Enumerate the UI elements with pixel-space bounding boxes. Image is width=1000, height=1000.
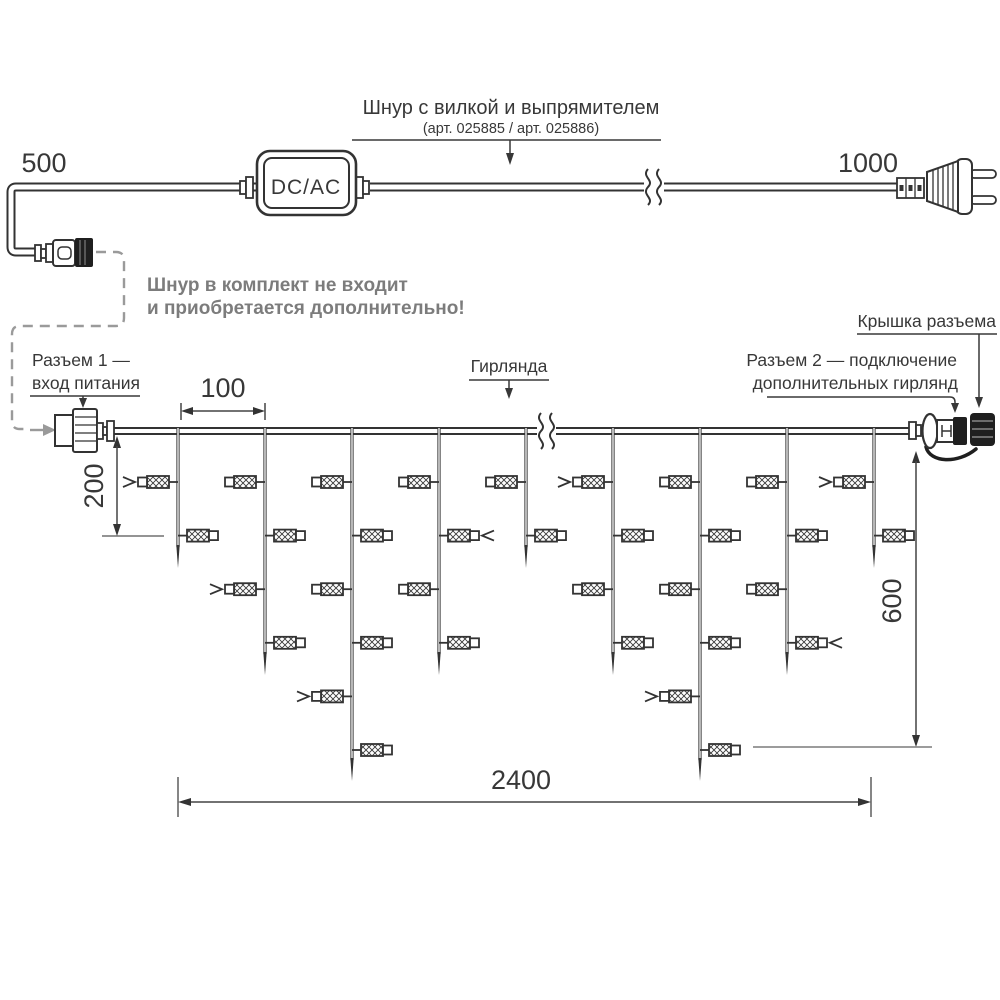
lamp-icon xyxy=(448,637,470,649)
drop-tip xyxy=(263,652,266,675)
lamp-icon xyxy=(535,530,557,542)
callout-arrow xyxy=(79,398,87,408)
garland-drop xyxy=(486,428,566,568)
lamp-cap xyxy=(138,478,147,487)
lamp-cap xyxy=(383,638,392,647)
lamp-icon xyxy=(796,530,818,542)
lamp-cap xyxy=(296,638,305,647)
lamp-cap xyxy=(660,692,669,701)
lamp-icon xyxy=(408,476,430,488)
cord-callout xyxy=(352,97,661,165)
garland-wire xyxy=(112,413,910,449)
cord-1000-segment xyxy=(370,169,899,205)
lamp-icon xyxy=(234,583,256,595)
power-plug-icon xyxy=(897,159,996,214)
lamp-cap xyxy=(731,746,740,755)
drop-tip xyxy=(785,652,788,675)
garland-drop xyxy=(660,428,740,781)
dim-100-label: 100 xyxy=(200,373,246,403)
garland-drop xyxy=(834,428,914,568)
lamp-cap xyxy=(312,585,321,594)
lamp-direction-arrow xyxy=(210,584,222,594)
lamp-icon xyxy=(883,530,905,542)
connector1-label-line2: вход питания xyxy=(32,373,140,393)
converter-label: DC/AC xyxy=(270,176,342,199)
lamp-cap xyxy=(905,531,914,540)
callout-arrow xyxy=(505,388,513,399)
note-line1: Шнур в комплект не входит xyxy=(147,275,408,296)
connector1-icon xyxy=(55,409,114,452)
cord-500-segment xyxy=(11,187,257,252)
garland-drop xyxy=(399,428,479,675)
drop-tip xyxy=(524,545,527,568)
connector2-socket xyxy=(953,417,967,445)
plug-prong xyxy=(970,170,996,178)
lamp-icon xyxy=(622,637,644,649)
dimension-long-drop xyxy=(753,451,932,747)
lamp-icon xyxy=(234,476,256,488)
lamp-icon xyxy=(669,583,691,595)
cord-callout-title: Шнур с вилкой и выпрямителем xyxy=(362,97,660,119)
lamp-icon xyxy=(147,476,169,488)
lamp-icon xyxy=(361,744,383,756)
connector2-callout xyxy=(746,350,959,413)
lamp-icon xyxy=(709,637,731,649)
plug-prong xyxy=(970,196,996,204)
lamp-cap xyxy=(383,746,392,755)
converter-right-coupling2 xyxy=(363,181,369,194)
note-line2: и приобретается дополнительно! xyxy=(147,298,465,319)
lamp-icon xyxy=(361,637,383,649)
lamp-icon xyxy=(669,476,691,488)
length-1000-label: 1000 xyxy=(837,148,899,178)
callout-arrow xyxy=(506,153,514,165)
garland-label: Гирлянда xyxy=(470,356,548,376)
lamp-direction-arrow xyxy=(645,691,657,701)
lamp-cap xyxy=(225,478,234,487)
lamp-cap xyxy=(470,531,479,540)
lamp-icon xyxy=(582,476,604,488)
lamp-icon xyxy=(756,583,778,595)
cord-callout-subtitle: (арт. 025885 / арт. 025886) xyxy=(422,121,600,137)
lamp-cap xyxy=(383,531,392,540)
lamp-cap xyxy=(573,585,582,594)
drop-tip xyxy=(176,545,179,568)
lamp-direction-arrow xyxy=(297,691,309,701)
cap-label: Крышка разъема xyxy=(857,311,996,331)
connector1-callout xyxy=(30,350,140,408)
lamp-icon xyxy=(448,530,470,542)
lamp-icon xyxy=(495,476,517,488)
lamp-cap xyxy=(399,478,408,487)
lamp-icon xyxy=(274,637,296,649)
lamp-cap xyxy=(296,531,305,540)
lamp-icon xyxy=(321,690,343,702)
dim-2400-label: 2400 xyxy=(490,765,552,795)
drop-tip xyxy=(698,758,701,781)
dimension-garland-length xyxy=(178,765,871,817)
lamp-icon xyxy=(796,637,818,649)
lamp-icon xyxy=(582,583,604,595)
garland-drops xyxy=(123,428,914,781)
garland-drop xyxy=(138,428,218,568)
sold-separately-path xyxy=(12,252,124,436)
drop-tip xyxy=(437,652,440,675)
lamp-icon xyxy=(843,476,865,488)
lamp-cap xyxy=(209,531,218,540)
lamp-direction-arrow xyxy=(558,477,570,487)
connector2-icon xyxy=(909,413,995,460)
drop-tip xyxy=(350,758,353,781)
dimension-drop-spacing xyxy=(181,373,265,420)
garland-assembly xyxy=(30,311,997,817)
length-500-label: 500 xyxy=(21,148,67,178)
lamp-cap xyxy=(470,638,479,647)
lamp-cap xyxy=(731,638,740,647)
lamp-icon xyxy=(669,690,691,702)
dc-ac-converter xyxy=(240,151,369,215)
lamp-cap xyxy=(225,585,234,594)
dim-200-label: 200 xyxy=(79,463,109,509)
lamp-cap xyxy=(660,478,669,487)
lamp-direction-arrow xyxy=(830,638,842,648)
garland-drop xyxy=(747,428,827,675)
lamp-icon xyxy=(709,530,731,542)
converter-left-coupling2 xyxy=(246,177,253,198)
garland-drop xyxy=(225,428,305,675)
garland-drop xyxy=(312,428,392,781)
dim-600-label: 600 xyxy=(877,578,907,624)
cap-tether xyxy=(926,447,976,460)
lamp-icon xyxy=(408,583,430,595)
lamp-cap xyxy=(573,478,582,487)
lamp-cap xyxy=(818,638,827,647)
garland-drop xyxy=(573,428,653,675)
drop-tip xyxy=(611,652,614,675)
lamp-cap xyxy=(644,638,653,647)
lamp-direction-arrow xyxy=(482,531,494,541)
lamp-cap xyxy=(747,478,756,487)
lamp-icon xyxy=(361,530,383,542)
drop-tip xyxy=(872,545,875,568)
lamp-icon xyxy=(274,530,296,542)
lamp-direction-arrow xyxy=(123,477,135,487)
lamp-icon xyxy=(321,476,343,488)
lamp-cap xyxy=(557,531,566,540)
lamp-cap xyxy=(644,531,653,540)
lamp-cap xyxy=(660,585,669,594)
cable-break-icon xyxy=(646,169,661,205)
tether-ring xyxy=(923,414,938,448)
lamp-cap xyxy=(818,531,827,540)
cord-connector-icon xyxy=(35,238,93,267)
lamp-icon xyxy=(622,530,644,542)
lamp-cap xyxy=(834,478,843,487)
lamp-cap xyxy=(312,692,321,701)
lamp-icon xyxy=(187,530,209,542)
lamp-cap xyxy=(312,478,321,487)
lamp-cap xyxy=(731,531,740,540)
lamp-cap xyxy=(399,585,408,594)
lamp-direction-arrow xyxy=(819,477,831,487)
lamp-icon xyxy=(709,744,731,756)
connector2-label-line2: дополнительных гирлянд xyxy=(752,373,958,393)
lamp-cap xyxy=(486,478,495,487)
connector2-label-line1: Разъем 2 — подключение xyxy=(746,350,957,370)
lamp-icon xyxy=(756,476,778,488)
cord-connector-black-cap xyxy=(75,238,93,267)
callout-arrow xyxy=(951,403,959,413)
callout-arrow xyxy=(975,397,983,408)
lamp-cap xyxy=(747,585,756,594)
connector1-label-line1: Разъем 1 — xyxy=(32,350,130,370)
garland-callout xyxy=(469,356,549,399)
wire-break-icon xyxy=(539,413,554,449)
lamp-icon xyxy=(321,583,343,595)
